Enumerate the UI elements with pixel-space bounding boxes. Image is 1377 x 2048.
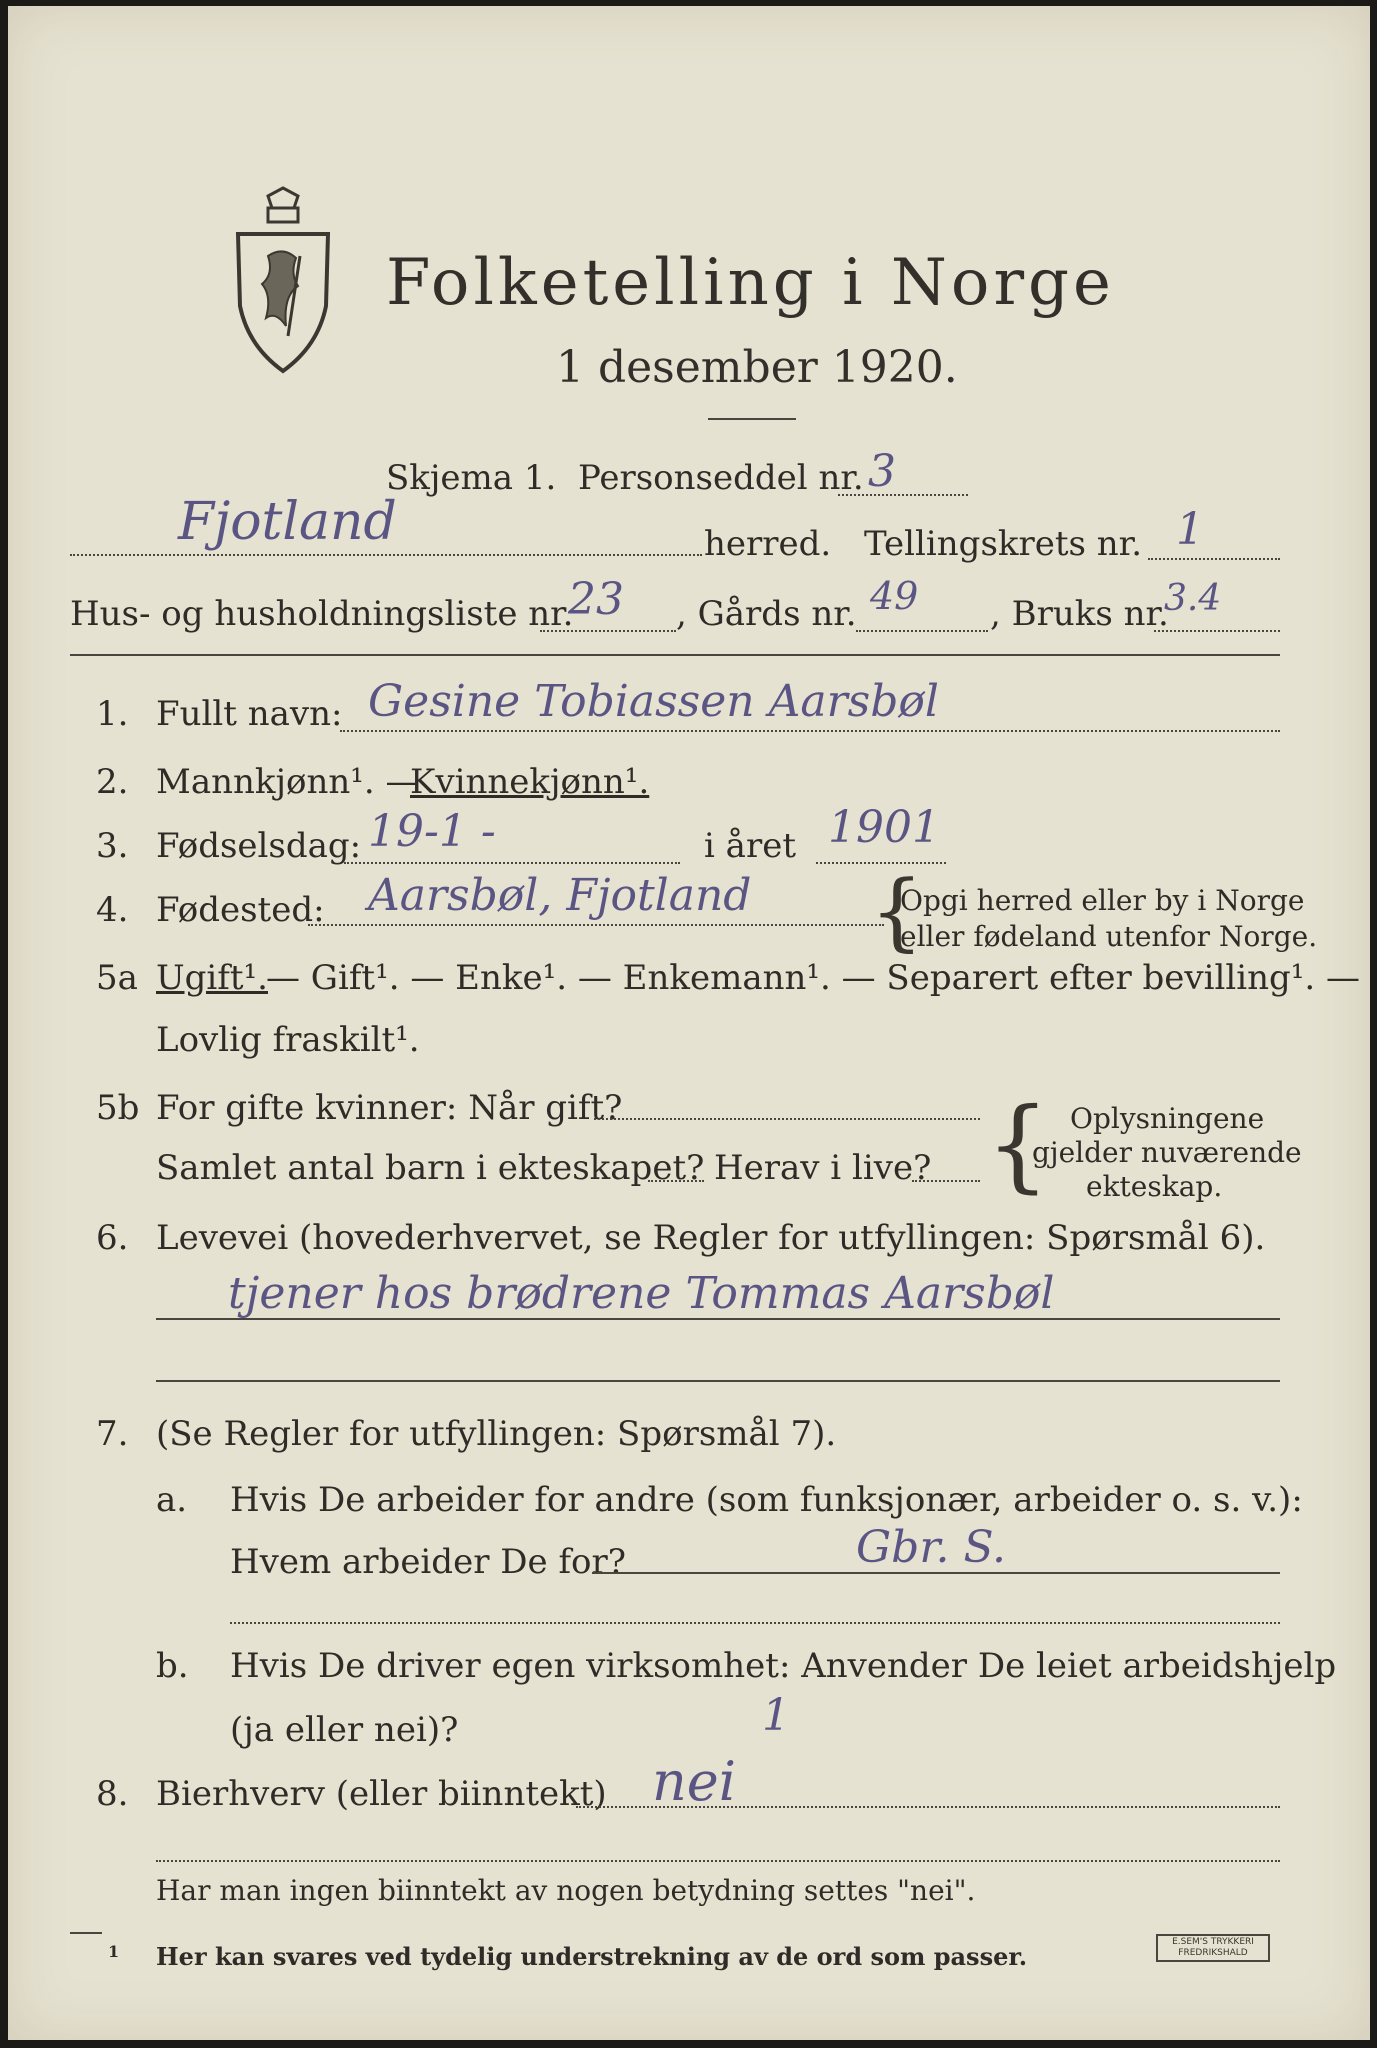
q7-number: 7. bbox=[96, 1414, 129, 1454]
tellingskrets-value[interactable]: 1 bbox=[1176, 504, 1204, 555]
q4-line bbox=[308, 924, 884, 926]
gards-label: , Gårds nr. bbox=[676, 594, 857, 634]
q7a-letter: a. bbox=[156, 1480, 188, 1520]
q7b-value[interactable]: 1 bbox=[762, 1690, 790, 1741]
herred-label: herred. bbox=[704, 524, 832, 564]
q6-number: 6. bbox=[96, 1218, 129, 1258]
q7b-letter: b. bbox=[156, 1646, 189, 1686]
footnote-mark: 1 bbox=[108, 1942, 120, 1961]
q2-number: 2. bbox=[96, 762, 129, 802]
q3-line bbox=[344, 862, 680, 864]
q6-line1 bbox=[156, 1318, 1280, 1320]
q5b-brace: { bbox=[986, 1086, 1050, 1203]
q7a-extra-line bbox=[230, 1622, 1280, 1624]
q2-female-option[interactable]: Kvinnekjønn¹. bbox=[410, 762, 650, 802]
q7a-line1: Hvis De arbeider for andre (som funksjonær, arbeider o. s. v.): bbox=[230, 1480, 1303, 1520]
q4-number: 4. bbox=[96, 890, 129, 930]
tellingskrets-label: Tellingskrets nr. bbox=[864, 524, 1143, 564]
form-title: Folketelling i Norge bbox=[386, 246, 1115, 320]
q6-line2 bbox=[156, 1380, 1280, 1382]
header-separator bbox=[70, 654, 1280, 656]
q8-value[interactable]: nei bbox=[652, 1750, 737, 1813]
q5a-number: 5a bbox=[96, 958, 138, 998]
q1-label: Fullt navn: bbox=[156, 694, 343, 734]
hus-value[interactable]: 23 bbox=[568, 574, 624, 625]
q3-year-label: i året bbox=[704, 826, 796, 866]
q5b-alive-label: Herav i live? bbox=[714, 1148, 932, 1188]
q5b-children-label: Samlet antal barn i ekteskapet? bbox=[156, 1148, 705, 1188]
q5b-line1: For gifte kvinner: Når gift? bbox=[156, 1088, 623, 1128]
q5a-other-options[interactable]: — Gift¹. — Enke¹. — Enkemann¹. — Separert efter bevilling¹. — bbox=[266, 958, 1361, 998]
hus-line bbox=[540, 630, 676, 632]
q5b-note3: ekteskap. bbox=[1086, 1170, 1223, 1203]
q2-male-option[interactable]: Mannkjønn¹. — bbox=[156, 762, 420, 802]
q6-label: Levevei (hovederhvervet, se Regler for utfyllingen: Spørsmål 6). bbox=[156, 1218, 1266, 1258]
q7b-line2: (ja eller nei)? bbox=[230, 1710, 459, 1750]
q1-value[interactable]: Gesine Tobiassen Aarsbøl bbox=[368, 676, 939, 727]
q5b-married-line bbox=[594, 1118, 980, 1120]
q5b-note2: gjelder nuværende bbox=[1032, 1136, 1302, 1169]
q5b-note1: Oplysningene bbox=[1070, 1102, 1265, 1135]
q7b-line1: Hvis De driver egen virksomhet: Anvender De leiet arbeidshjelp bbox=[230, 1646, 1337, 1686]
personseddel-label: Personseddel nr. bbox=[578, 458, 864, 498]
q8-label: Bierhverv (eller biinntekt) bbox=[156, 1774, 607, 1814]
q7-label: (Se Regler for utfyllingen: Spørsmål 7). bbox=[156, 1414, 837, 1454]
q6-value[interactable]: tjener hos brødrene Tommas Aarsbøl bbox=[228, 1268, 1055, 1319]
footer-note: Har man ingen biinntekt av nogen betydning settes "nei". bbox=[156, 1874, 976, 1907]
bruks-line bbox=[1154, 630, 1280, 632]
title-divider bbox=[708, 418, 796, 420]
q3-value[interactable]: 19-1 - bbox=[368, 806, 496, 857]
q1-number: 1. bbox=[96, 694, 129, 734]
q8-number: 8. bbox=[96, 1774, 129, 1814]
q4-brace: { bbox=[870, 862, 924, 960]
q7a-value[interactable]: Gbr. S. bbox=[856, 1522, 1007, 1573]
schema-label: Skjema 1. bbox=[386, 458, 557, 498]
bruks-label: , Bruks nr. bbox=[990, 594, 1169, 634]
municipality-line bbox=[70, 554, 702, 556]
footnote-rule bbox=[70, 1932, 102, 1934]
q5a-fraskilt-option[interactable]: Lovlig fraskilt¹. bbox=[156, 1020, 420, 1060]
municipality-value[interactable]: Fjotland bbox=[178, 492, 397, 552]
q5a-ugift-option[interactable]: Ugift¹. bbox=[156, 958, 268, 998]
printer-stamp: E.SEM'S TRYKKERI FREDRIKSHALD bbox=[1156, 1934, 1270, 1962]
q5b-children-line bbox=[648, 1180, 704, 1182]
q1-line bbox=[340, 730, 1280, 732]
q4-label: Fødested: bbox=[156, 890, 325, 930]
bruks-value[interactable]: 3.4 bbox=[1164, 578, 1222, 619]
q5b-alive-line bbox=[912, 1180, 980, 1182]
q8-extra-line bbox=[156, 1860, 1280, 1862]
gards-line bbox=[856, 630, 988, 632]
q4-value[interactable]: Aarsbøl, Fjotland bbox=[368, 870, 752, 921]
gards-value[interactable]: 49 bbox=[870, 574, 919, 618]
q3-label: Fødselsdag: bbox=[156, 826, 362, 866]
tellingskrets-line bbox=[1148, 558, 1280, 560]
footnote-text: Her kan svares ved tydelig understrekning av de ord som passer. bbox=[156, 1942, 1028, 1971]
form-date: 1 desember 1920. bbox=[556, 342, 958, 393]
q3-year-value[interactable]: 1901 bbox=[828, 802, 940, 853]
q5b-number: 5b bbox=[96, 1088, 140, 1128]
q4-note-line1: Opgi herred eller by i Norge bbox=[900, 884, 1305, 917]
census-form bbox=[8, 6, 1370, 2040]
q7a-line2: Hvem arbeider De for? bbox=[230, 1542, 626, 1582]
personseddel-value[interactable]: 3 bbox=[868, 446, 896, 497]
q4-note-line2: eller fødeland utenfor Norge. bbox=[900, 920, 1318, 953]
hus-label: Hus- og husholdningsliste nr. bbox=[70, 594, 574, 634]
personseddel-line bbox=[838, 494, 968, 496]
q3-number: 3. bbox=[96, 826, 129, 866]
coat-of-arms-icon bbox=[228, 186, 338, 376]
